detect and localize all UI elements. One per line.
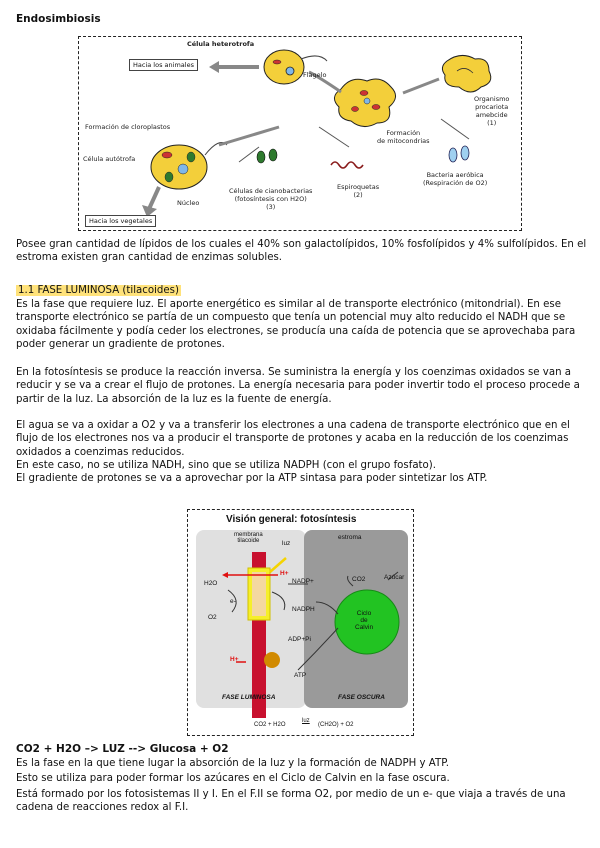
label-chloroplast-formation: Formación de cloroplastos xyxy=(85,123,171,131)
label-spirochetes: Espiroquetas (2) xyxy=(337,183,380,199)
label-nucleus: Núcleo xyxy=(177,199,200,207)
label-to-plants: Hacia los vegetales xyxy=(85,215,156,227)
label-adp: ADP+Pi xyxy=(288,636,311,643)
paragraph-light-phase: Es la fase que requiere luz. El aporte energético es similar al de transporte electrónico (mitondrial). En ese transporte electrónico se partía de un compuesto que tenía un potencial muy alto reducido el NADH que se oxidaba fácilmente y podía ceder los electrones, se producía una caída de potencia que se aprovechaba para poder generar un gradiente de protones. xyxy=(16,299,576,351)
photosynthesis-figure xyxy=(187,509,414,736)
equation-luz: luz xyxy=(302,718,310,724)
label-hplus-bottom: H+ xyxy=(230,656,239,663)
paragraph-photosynthesis: En la fotosíntesis se produce la reacción inversa. Se suministra la energía y los coenzimas oxidados se van a reducir y se va a crear el flujo de protones. La energía necesaria para poder invertir todo el proceso procede a partir de la luz. La absorción de la luz es la fuente de energía. xyxy=(16,367,580,405)
label-hplus-top: H+ xyxy=(280,570,289,577)
label-h2o: H2O xyxy=(204,580,218,587)
prokaryote-shape xyxy=(442,55,490,92)
label-nadp: NADP+ xyxy=(292,578,314,585)
label-atp: ATP xyxy=(294,672,307,679)
label-light: luz xyxy=(282,540,291,547)
equation-heading: CO2 + H2O –> LUZ --> Glucosa + O2 xyxy=(16,743,229,755)
photosynthesis-illustration xyxy=(188,510,413,735)
paragraph-nadph: En este caso, no se utiliza NADH, sino que se utiliza NADPH (con el grupo fosfato). xyxy=(16,460,436,471)
label-autotrophic-cell: Célula autótrofa xyxy=(83,155,136,163)
label-heterotrophic-cell: Célula heterotrofa xyxy=(187,40,255,48)
section-heading-text: 1.1 FASE LUMINOSA (tilacoides) xyxy=(18,285,179,296)
label-membrane: membrana tilacoide xyxy=(234,532,263,544)
label-o2: O2 xyxy=(208,614,217,621)
paragraph-calvin: Esto se utiliza para poder formar los azúcares en el Ciclo de Calvin en la fase oscura. xyxy=(16,773,450,784)
label-nadph: NADPH xyxy=(292,606,315,613)
label-stroma: estroma xyxy=(338,534,362,541)
label-electron: e- xyxy=(230,598,236,605)
label-prokaryote: Organismo procariota amebcide (1) xyxy=(474,95,510,127)
paragraph-photosystems: Está formado por los fotosistemas II y I. En el F.II se forma O2, por medio de un e- que viaja a través de una cadena de reacciones redox al F.I. xyxy=(16,789,566,814)
endosymbiosis-figure xyxy=(78,36,522,231)
label-co2: CO2 xyxy=(352,576,366,583)
equation-right: (CH2O) + O2 xyxy=(318,722,354,728)
paragraph-absorption: Es la fase en la que tiene lugar la absorción de la luz y la formación de NADPH y ATP. xyxy=(16,758,450,769)
label-aerobic-bacteria: Bacteria aeróbica (Respiración de O2) xyxy=(423,171,488,187)
label-sugar: Azúcar xyxy=(384,574,405,581)
label-light-phase: FASE LUMINOSA xyxy=(222,694,276,701)
paragraph-water-oxidation: El agua se va a oxidar a O2 y va a transferir los electrones a una cadena de transporte electrónico que en el flujo de los electrones nos va a producir el transporte de protones y acaba en la reducción de los coenzimas oxidados a coenzimas reducidos. xyxy=(16,420,570,458)
label-mito-formation: Formación de mitocondrias xyxy=(377,129,430,145)
paragraph-lipids: Posee gran cantidad de lípidos de los cuales el 40% son galactolípidos, 10% fosfolípidos y 4% sulfolípidos. En el estroma existen gran cantidad de enzimas solubles. xyxy=(16,239,587,264)
section-heading xyxy=(16,284,588,297)
figure2-title: Visión general: fotosíntesis xyxy=(226,514,357,525)
label-calvin: Ciclo de Calvin xyxy=(355,610,374,631)
equation-left: CO2 + H2O xyxy=(254,722,286,728)
label-cyanobacteria: Células de cianobacterias (fotosíntesis con H2O) (3) xyxy=(229,187,313,211)
label-dark-phase: FASE OSCURA xyxy=(338,694,385,701)
label-to-animals: Hacia los animales xyxy=(129,59,198,71)
page-title: Endosimbiosis xyxy=(16,13,101,25)
heterotrophic-cell-shape xyxy=(264,50,304,84)
label-flagellum: Flagelo xyxy=(303,71,327,79)
paragraph-atp-synthase: El gradiente de protones se va a aprovechar por la ATP sintasa para poder sintetizar los ATP. xyxy=(16,473,488,484)
